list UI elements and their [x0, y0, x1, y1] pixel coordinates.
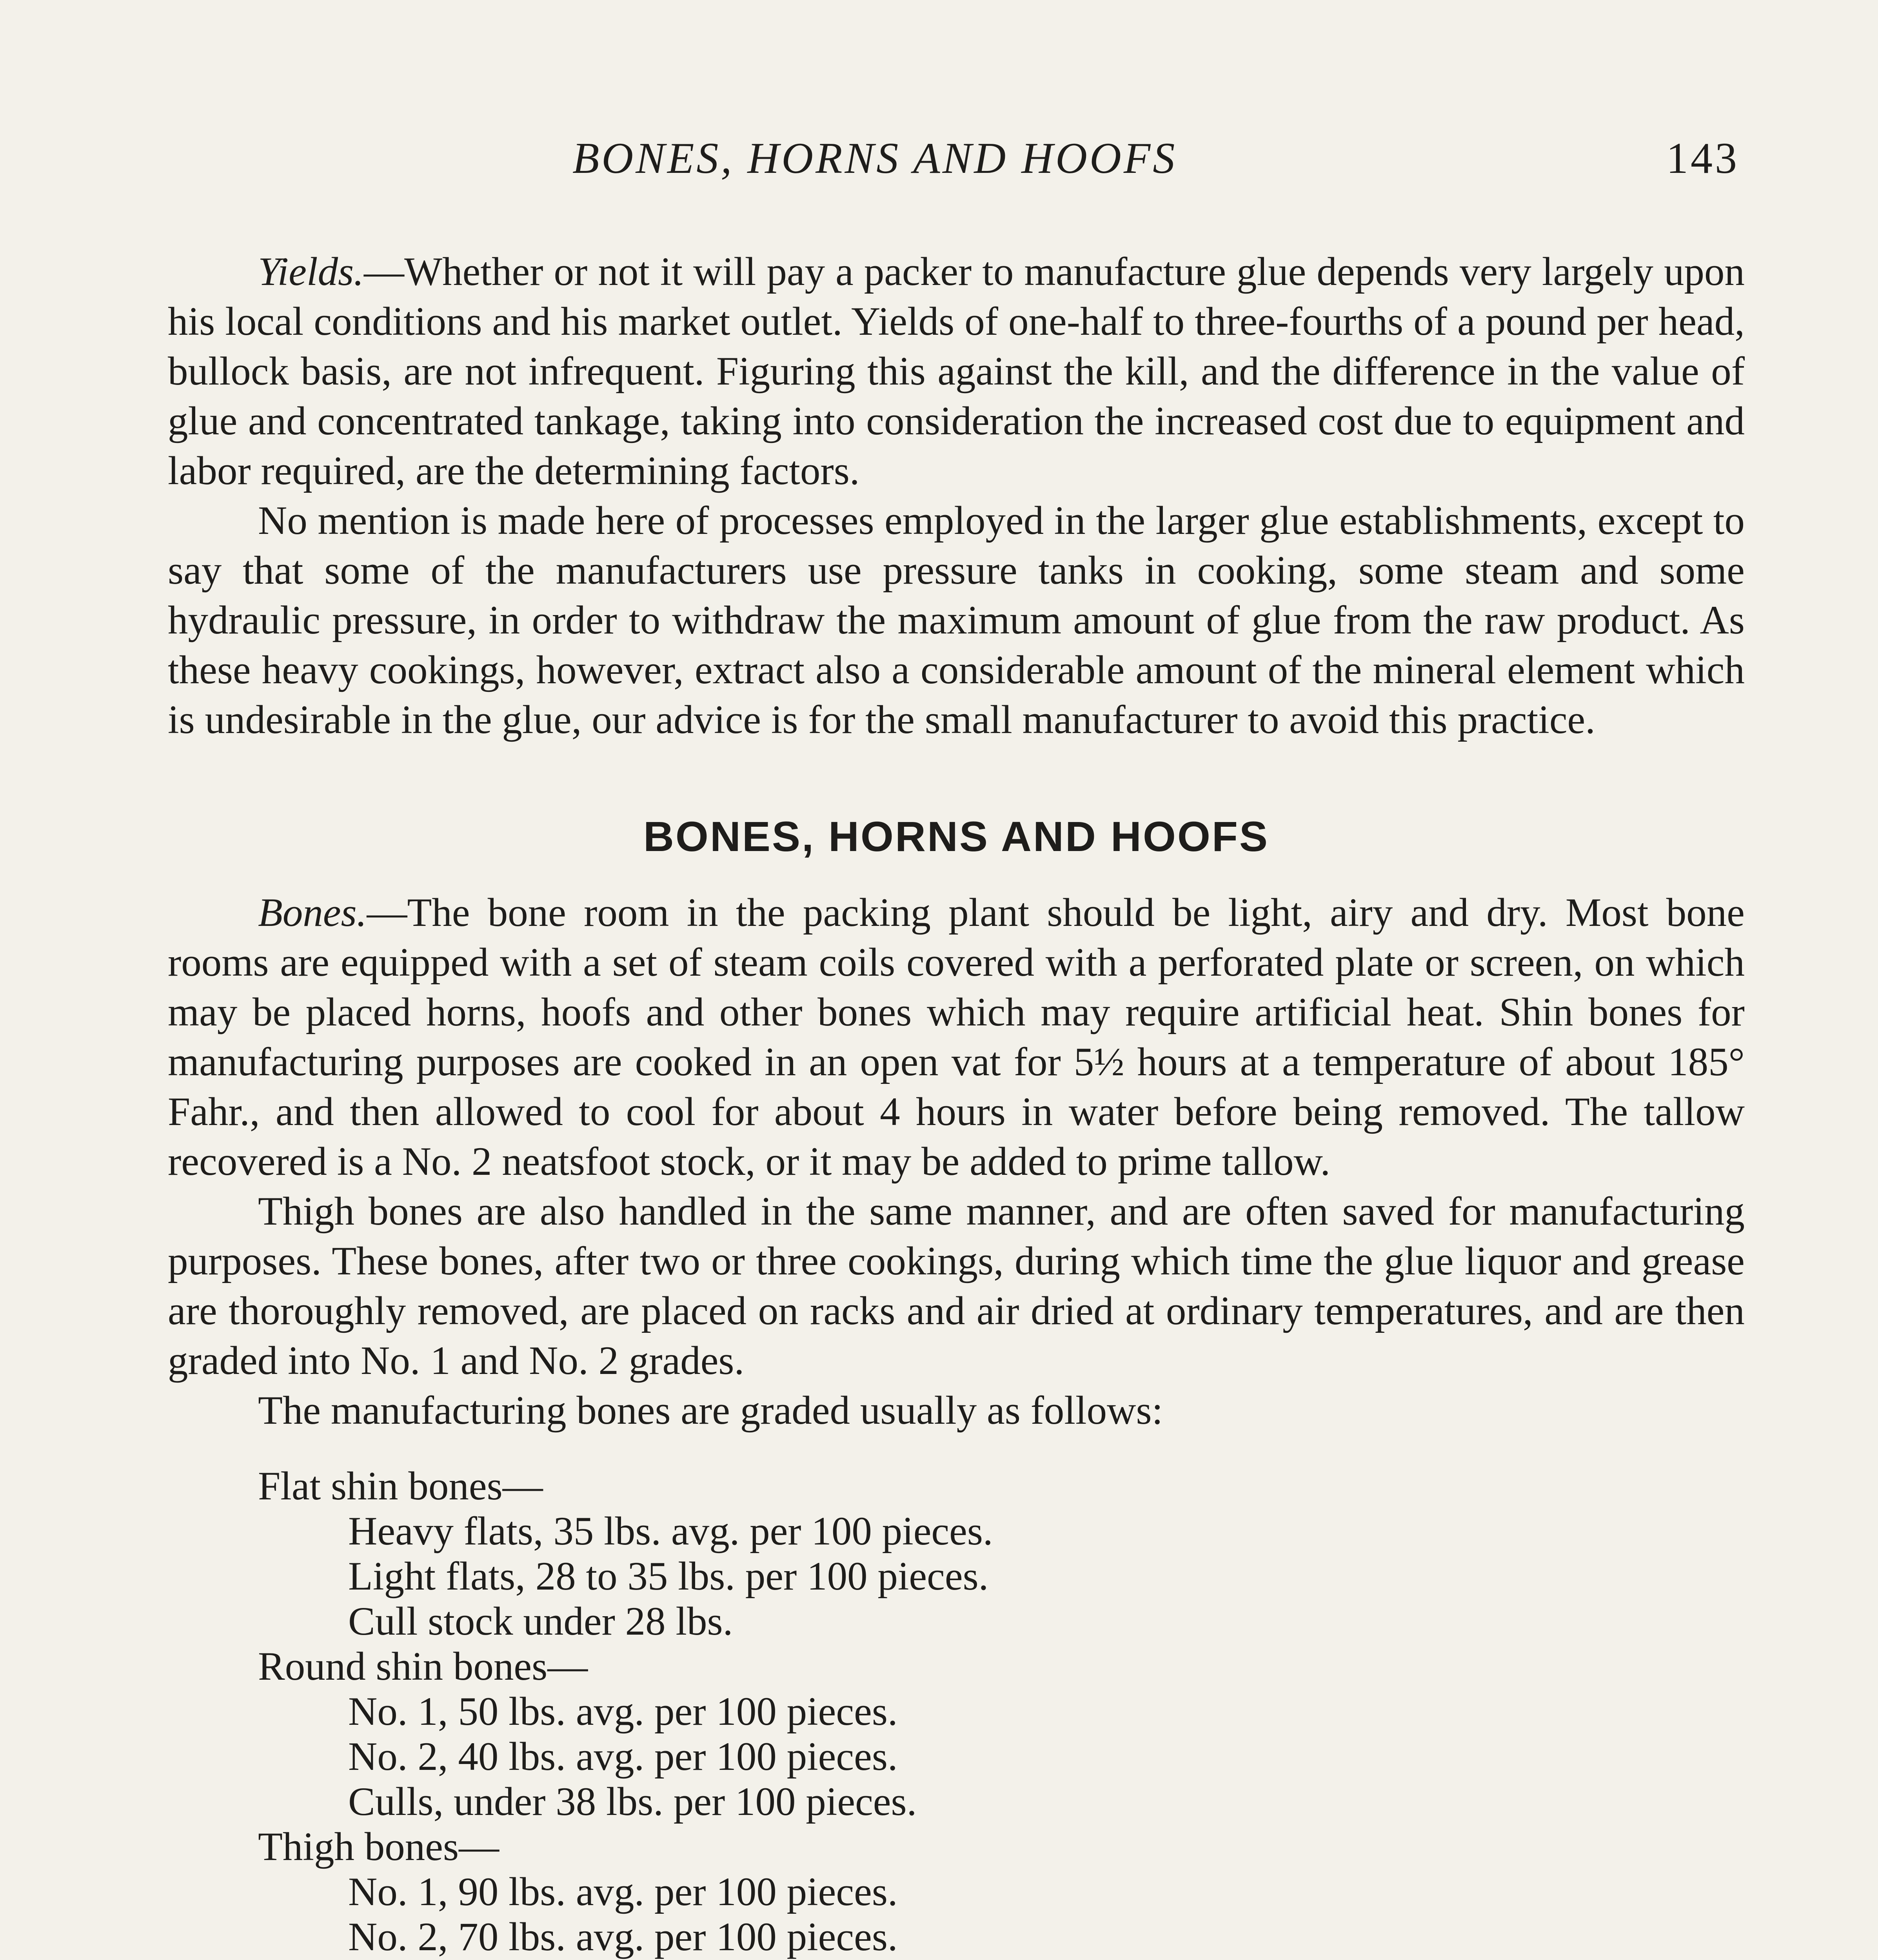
grade-item: No. 2, 40 lbs. avg. per 100 pieces.: [348, 1734, 898, 1779]
grade-item: Light flats, 28 to 35 lbs. per 100 pieces.: [348, 1554, 989, 1599]
grade-item: No. 2, 70 lbs. avg. per 100 pieces.: [348, 1915, 898, 1959]
running-title: BONES, HORNS AND HOOFS: [572, 134, 1177, 183]
paragraph-thigh-bones: [168, 1187, 1745, 1386]
paragraph-text: Thigh bones are also handled in the same manner, and are often saved for manufacturing purposes. These bones, after two or three cookings, during which time the glue liquor and grease are thoroughly removed, are placed on racks and air dried at ordinary temperatures, and are then graded into No. 1 and No. 2 grades.: [168, 1189, 1745, 1383]
page-header: [0, 133, 1878, 196]
section-heading: BONES, HORNS AND HOOFS: [643, 813, 1270, 860]
paragraph-text: The manufacturing bones are graded usually as follows:: [258, 1388, 1163, 1433]
grade-item: No. 1, 90 lbs. avg. per 100 pieces.: [348, 1869, 898, 1914]
paragraph-processes: [168, 496, 1745, 745]
grade-list: [168, 1464, 1745, 1960]
grade-item: Heavy flats, 35 lbs. avg. per 100 pieces.: [348, 1509, 993, 1553]
paragraph-lead: Bones.: [258, 890, 367, 935]
grade-item: Culls, under 38 lbs. per 100 pieces.: [348, 1779, 917, 1824]
grade-item: Cull stock under 28 lbs.: [348, 1599, 733, 1644]
grade-heading: Thigh bones—: [258, 1824, 499, 1869]
grade-heading: Round shin bones—: [258, 1644, 588, 1689]
page-body: [168, 247, 1745, 1960]
grade-heading: Flat shin bones—: [258, 1464, 543, 1508]
paragraph-grading-intro: [168, 1386, 1745, 1436]
paragraph-bones: [168, 888, 1745, 1187]
grade-item: No. 1, 50 lbs. avg. per 100 pieces.: [348, 1689, 898, 1734]
page-number: 143: [1666, 134, 1739, 183]
paragraph-text: —Whether or not it will pay a packer to manufacture glue depends very largely upon his local conditions and his market outlet. Yields of one-half to three-fourths of a pound per head, bullock basis, are not infrequent. Figuring this against the kill, and the difference in the value of glue and concentrated tankage, taking into consideration the increased cost due to equipment and labor required, are the determining factors.: [168, 249, 1745, 493]
paragraph-yields: [168, 247, 1745, 496]
paragraph-text: No mention is made here of processes employed in the larger glue establishments, except to say that some of the manufacturers use pressure tanks in cooking, some steam and some hydraulic pressure, in order to withdraw the maximum amount of glue from the raw product. As these heavy cookings, however, extract also a considerable amount of the mineral element which is undesirable in the glue, our advice is for the small manufacturer to avoid this practice.: [168, 498, 1745, 742]
paragraph-text: —The bone room in the packing plant should be light, airy and dry. Most bone rooms are equipped with a set of steam coils covered with a perforated plate or screen, on which may be placed horns, hoofs and other bones which may require artificial heat. Shin bones for manufacturing purposes are cooked in an open vat for 5½ hours at a temperature of about 185° Fahr., and then allowed to cool for about 4 hours in water before being removed. The tallow recovered is a No. 2 neatsfoot stock, or it may be added to prime tallow.: [168, 890, 1745, 1184]
paragraph-lead: Yields.: [258, 249, 364, 294]
